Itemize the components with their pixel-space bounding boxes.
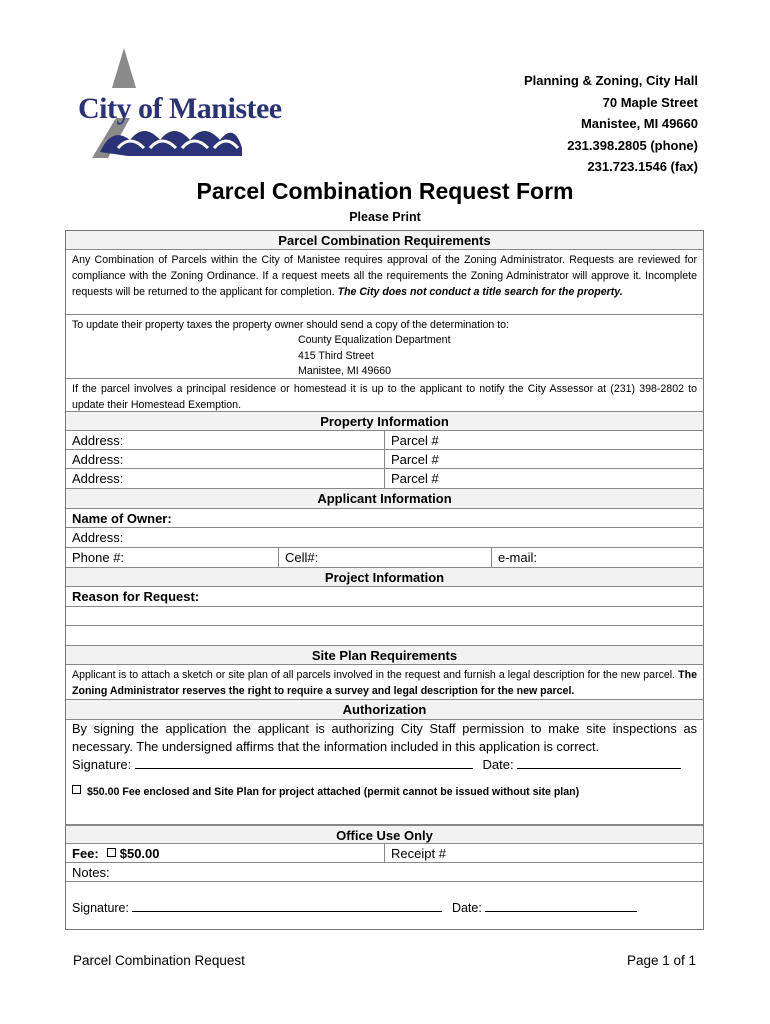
site-plan-text: Applicant is to attach a sketch or site plan of all parcels involved in the request and furnish a legal description for the new parcel. bbox=[72, 669, 679, 681]
office-fee-row bbox=[66, 844, 703, 863]
authorization-text: By signing the application the applicant is authorizing City Staff permission to make site inspections as necessary. The undersigned affirms that the information included in this application is correct. bbox=[72, 721, 697, 754]
applicant-heading: Applicant Information bbox=[66, 489, 703, 509]
address-field[interactable]: Address: bbox=[72, 451, 124, 467]
city-logo bbox=[78, 48, 298, 160]
please-print-note: Please Print bbox=[349, 210, 421, 224]
notes-row bbox=[66, 863, 703, 882]
logo-triangle-top bbox=[112, 48, 136, 88]
address-line: Manistee, MI 49660 bbox=[580, 116, 698, 131]
applicant-address-row bbox=[66, 528, 703, 548]
fee-checkbox[interactable] bbox=[107, 848, 116, 857]
office-date-field[interactable] bbox=[485, 899, 637, 912]
logo-text: City of Manistee bbox=[78, 92, 282, 125]
county-address bbox=[72, 333, 697, 380]
owner-name-field[interactable]: Name of Owner: bbox=[72, 510, 172, 526]
page-number: Page 1 of 1 bbox=[626, 953, 696, 968]
office-signature-field[interactable] bbox=[132, 899, 442, 912]
cell-field[interactable]: Cell#: bbox=[278, 548, 491, 567]
requirements-heading: Parcel Combination Requirements bbox=[66, 231, 703, 250]
office-signature-line: Signature: Date: bbox=[72, 899, 637, 915]
county-line: 415 Third Street bbox=[298, 349, 374, 362]
property-row bbox=[66, 469, 703, 489]
property-row bbox=[66, 431, 703, 450]
fee-checkbox-row: $50.00 Fee enclosed and Site Plan for project attached (permit cannot be issued without site plan) bbox=[72, 786, 579, 798]
office-signature-row bbox=[66, 882, 703, 929]
reason-row bbox=[66, 587, 703, 607]
tax-update-paragraph bbox=[66, 315, 703, 379]
footer-title: Parcel Combination Request bbox=[73, 953, 245, 968]
county-line: Manistee, MI 49660 bbox=[298, 365, 392, 378]
requirements-title-note: The City does not conduct a title search for the property. bbox=[337, 286, 623, 299]
fee-field: Fee: $50.00 bbox=[72, 845, 160, 861]
fee-enclosed-checkbox[interactable] bbox=[72, 785, 81, 794]
authorization-heading: Authorization bbox=[66, 700, 703, 719]
address-field[interactable]: Address: bbox=[72, 432, 124, 448]
site-plan-bold-note: The Zoning Administrator reserves the right to require a survey and legal description for the new parcel. bbox=[72, 669, 697, 698]
homestead-paragraph: If the parcel involves a principal residence or homestead it is up to the applicant to notify the City Assessor at (231) 398-2802 to update their Homestead Exemption. bbox=[66, 379, 703, 412]
fax-line: 231.723.1546 (fax) bbox=[587, 159, 698, 174]
email-field[interactable]: e-mail: bbox=[491, 548, 703, 567]
contact-address-block bbox=[524, 70, 698, 178]
applicant-signature-field[interactable] bbox=[135, 756, 473, 769]
applicant-signature-line: Signature: Date: bbox=[72, 756, 681, 772]
requirements-text: Any Combination of Parcels within the City of Manistee requires approval of the Zoning Administrator. Requests are reviewed for compliance with the Zoning Ordinance. If a request meets all the requirements the Zoning Administrator will approve it. Incomplete requests will be returned to the applicant for completion. bbox=[72, 254, 697, 299]
address-field[interactable]: Address: bbox=[72, 471, 124, 486]
notes-field[interactable]: Notes: bbox=[72, 864, 110, 880]
receipt-field[interactable]: Receipt # bbox=[384, 844, 703, 862]
tax-update-text: To update their property taxes the property owner should send a copy of the determination to: bbox=[72, 319, 509, 331]
reason-field[interactable]: Reason for Request: bbox=[72, 589, 200, 604]
parcel-field[interactable]: Parcel # bbox=[384, 450, 703, 468]
parcel-field[interactable]: Parcel # bbox=[384, 431, 703, 449]
phone-line: 231.398.2805 (phone) bbox=[567, 137, 698, 153]
applicant-date-field[interactable] bbox=[517, 756, 681, 769]
applicant-address-field[interactable]: Address: bbox=[72, 530, 124, 545]
office-heading: Office Use Only bbox=[66, 825, 703, 844]
parcel-field[interactable]: Parcel # bbox=[384, 469, 703, 488]
county-line: County Equalization Department bbox=[298, 334, 451, 347]
address-line: 70 Maple Street bbox=[602, 94, 698, 110]
site-plan-paragraph bbox=[66, 665, 703, 700]
contact-row bbox=[66, 548, 703, 568]
property-row bbox=[66, 450, 703, 469]
phone-field[interactable]: Phone #: bbox=[72, 550, 125, 565]
requirements-paragraph bbox=[66, 250, 703, 315]
address-line: Planning & Zoning, City Hall bbox=[523, 73, 698, 88]
form-table bbox=[65, 230, 704, 930]
project-heading: Project Information bbox=[66, 568, 703, 587]
reason-blank-line[interactable] bbox=[66, 607, 703, 626]
site-plan-heading: Site Plan Requirements bbox=[66, 646, 703, 665]
authorization-section bbox=[66, 719, 703, 825]
property-heading: Property Information bbox=[66, 412, 703, 431]
owner-row bbox=[66, 509, 703, 528]
reason-blank-line[interactable] bbox=[66, 626, 703, 646]
form-title: Parcel Combination Request Form bbox=[196, 178, 574, 204]
